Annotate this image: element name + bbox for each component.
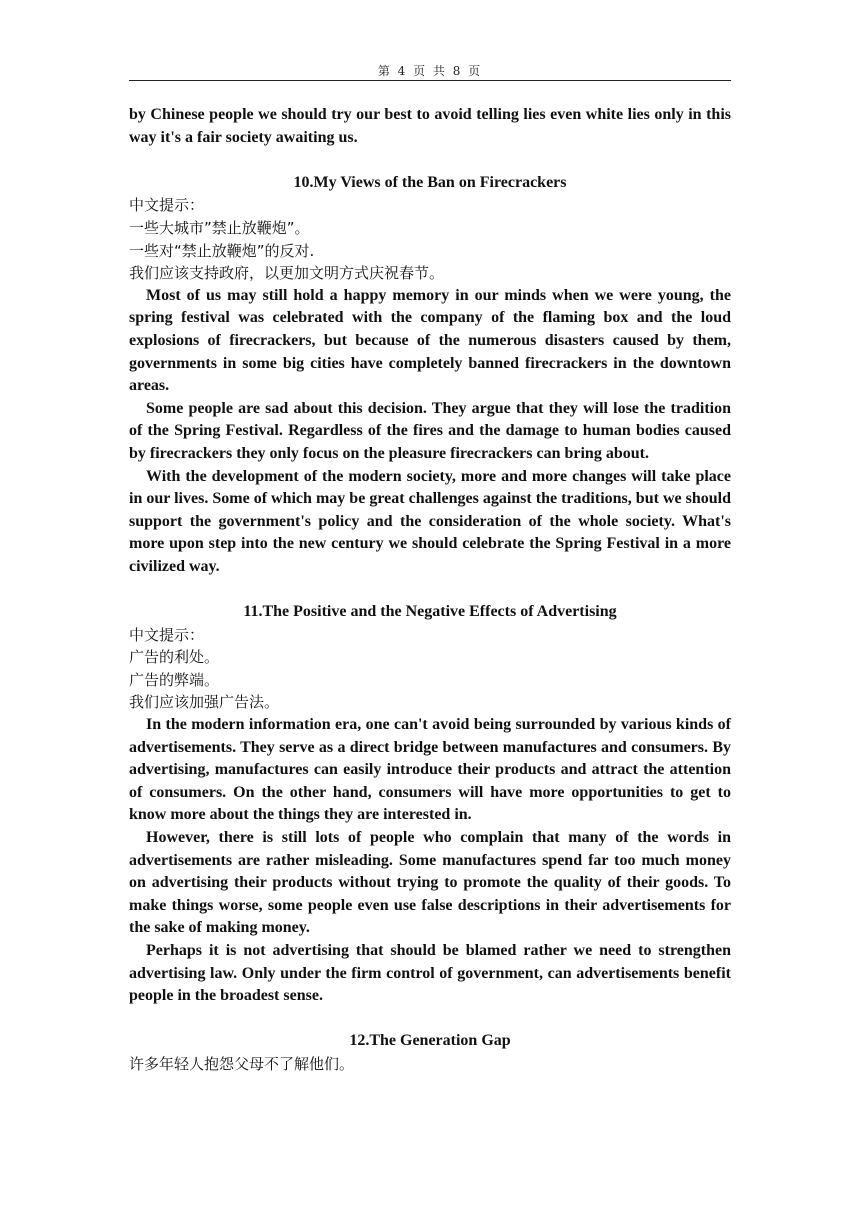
section-title-12: 12.The Generation Gap — [349, 1032, 511, 1050]
spacer — [129, 578, 731, 601]
essay-paragraph: With the development of the modern society, more and more changes will take place in our lives. Some of which may be great challenges against the traditions, but we should support the government's policy and the consideration of the whole society. What's more upon step into the new century we should celebrate the Spring Festival in a more civilized way. — [129, 467, 731, 575]
essay-paragraph: Most of us may still hold a happy memory in our minds when we were young, the spring festival was celebrated with the company of the flaming box and the loud explosions of firecrackers, but because of the numerous disasters caused by them, governments in some big cities have completely banned firecrackers in the downtown areas. — [129, 286, 731, 395]
essay-paragraph: Some people are sad about this decision. They argue that they will lose the tradition of the Spring Festival. Regardless of the fires and the damage to human bodies caused by firecrackers they only focus on the pleasure firecrackers can bring about. — [129, 399, 731, 462]
essay-paragraph: However, there is still lots of people who complain that many of the words in advertisements are rather misleading. Some manufactures spend far too much money on advertising their products without trying to promote the quality of their goods. To make things worse, some people even use false descriptions in their advertisements for the sake of making money. — [129, 829, 731, 937]
hint-line: 我们应该支持政府，以更加文明方式庆祝春节。 — [129, 264, 445, 283]
section-title-11: 11.The Positive and the Negative Effects of Advertising — [243, 603, 617, 621]
hint-line: 广告的利处。 — [129, 648, 220, 667]
spacer — [129, 149, 731, 172]
hint-line: 许多年轻人抱怨父母不了解他们。 — [129, 1054, 355, 1073]
hint-line: 一些对“禁止放鞭炮”的反对. — [129, 241, 315, 260]
hint-line: 广告的弊端。 — [129, 670, 220, 689]
hint-line: 一些大城市”禁止放鞭炮”。 — [129, 218, 310, 237]
spacer — [129, 1008, 731, 1031]
page-number-header: 第 4 页 共 8 页 — [377, 64, 483, 78]
hint-line: 中文提示： — [129, 625, 205, 644]
document-body — [129, 104, 731, 1076]
hint-line: 我们应该加强广告法。 — [129, 693, 280, 712]
hint-line: 中文提示： — [129, 196, 205, 215]
intro-paragraph: by Chinese people we should try our best to avoid telling lies even white lies only in this way it's a fair society awaiting us. — [129, 106, 731, 146]
header-divider — [129, 80, 731, 81]
essay-paragraph: Perhaps it is not advertising that should be blamed rather we need to strengthen advertising law. Only under the firm control of government, can advertisements benefit people in the broadest sense. — [129, 941, 731, 1005]
essay-paragraph: In the modern information era, one can't avoid being surrounded by various kinds of advertisements. They serve as a direct bridge between manufactures and consumers. By advertising, manufactures can easily introduce their products and attract the attention of consumers. On the other hand, consumers will have more opportunities to get to know more about the things they are interested in. — [129, 716, 731, 824]
section-title-10: 10.My Views of the Ban on Firecrackers — [293, 173, 567, 191]
